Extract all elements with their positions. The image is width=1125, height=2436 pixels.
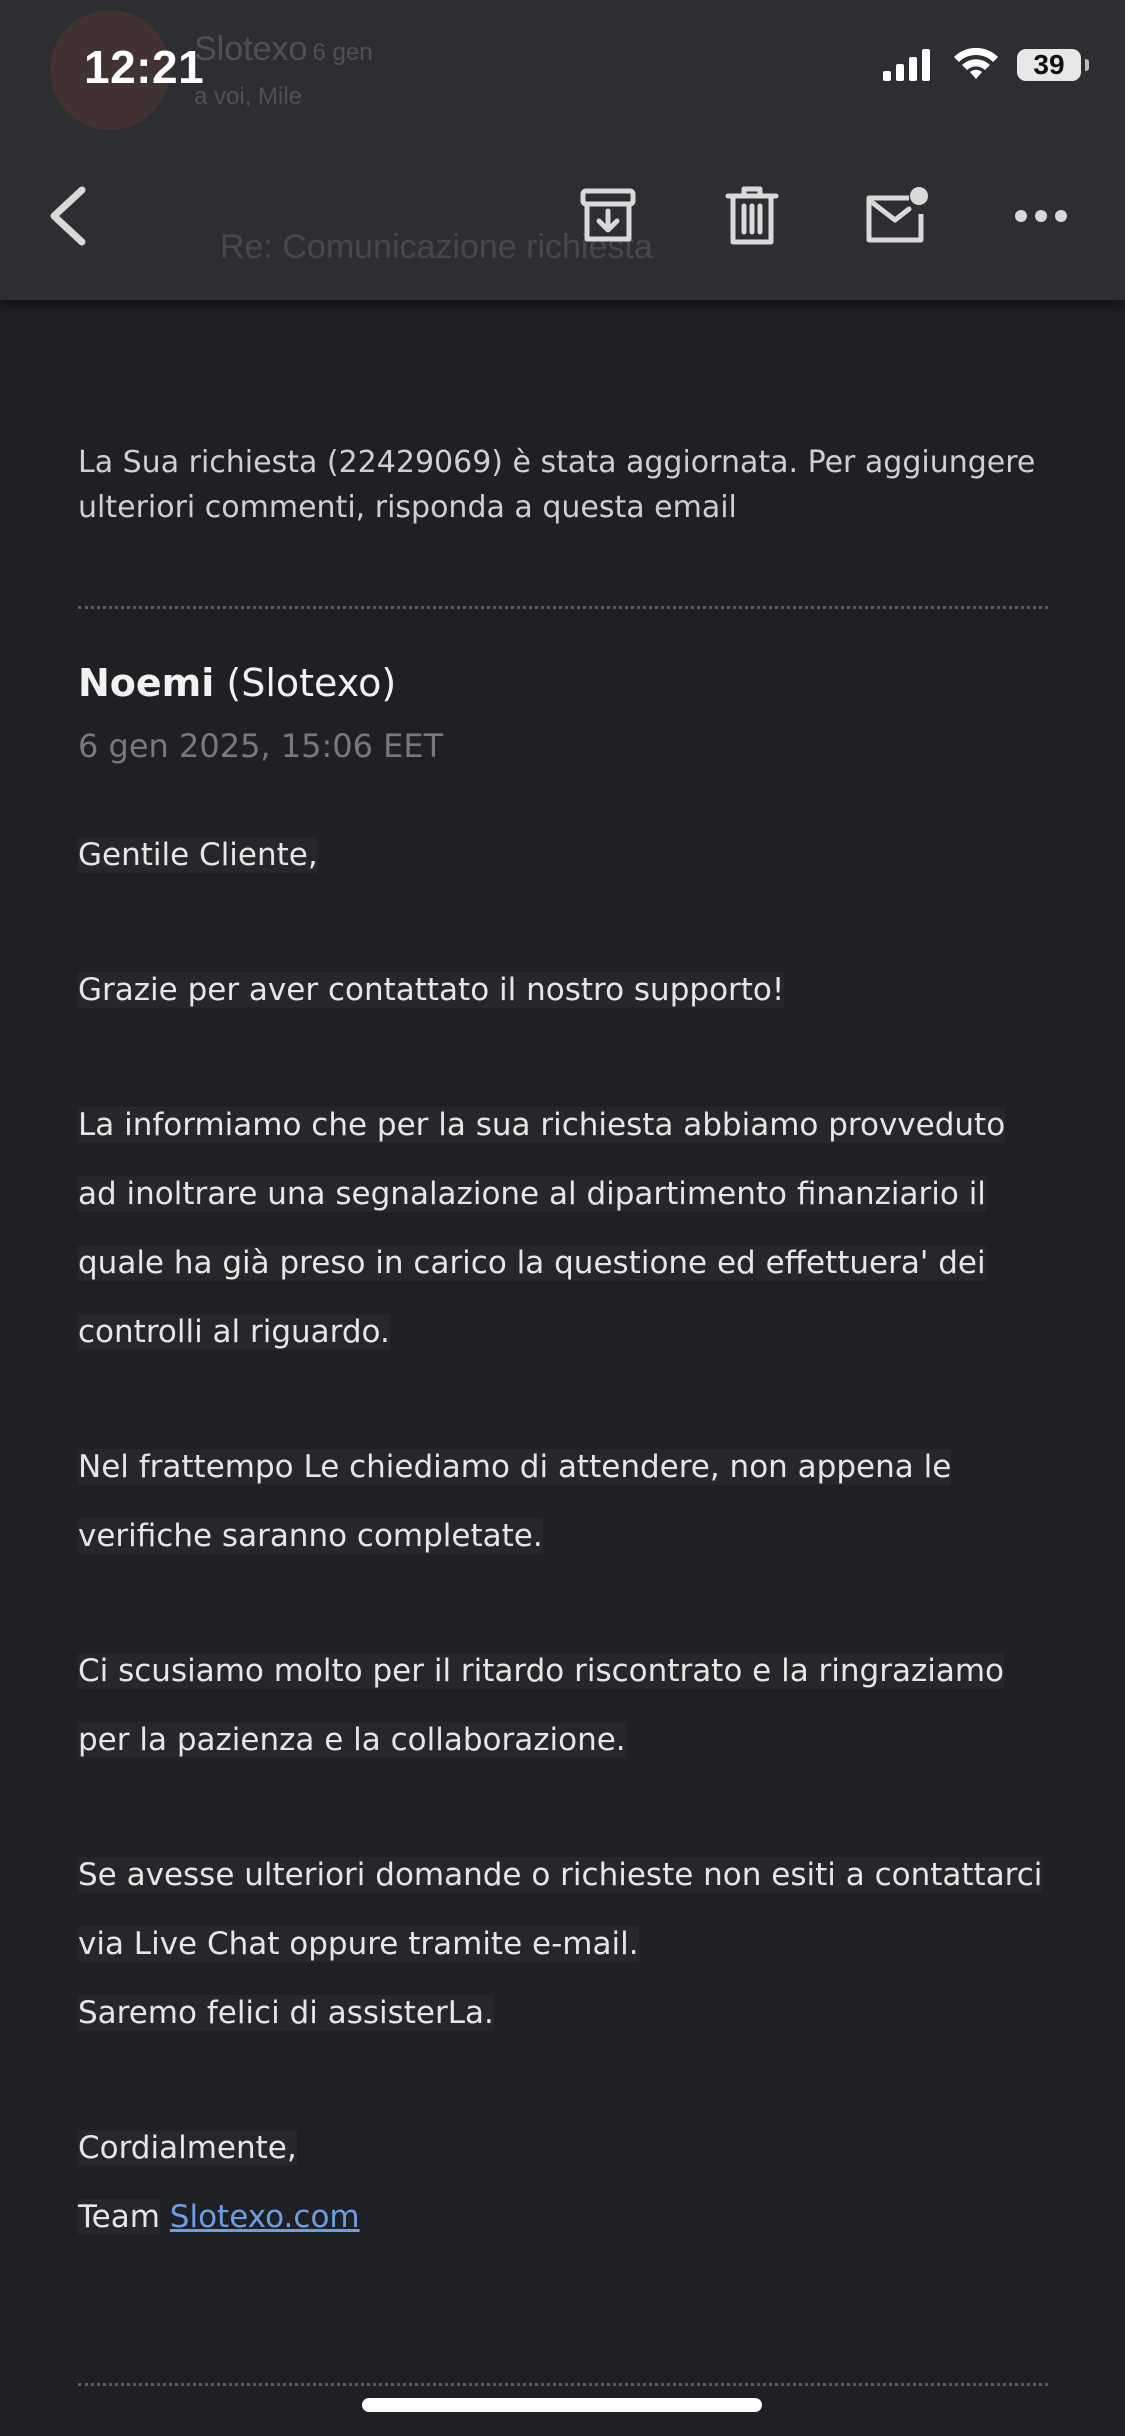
greeting xyxy=(78,821,1048,890)
author-org: (Slotexo) xyxy=(226,661,397,705)
delete-button[interactable] xyxy=(712,180,792,252)
assist-text: Saremo felici di assisterLa. xyxy=(78,1995,494,2031)
greeting-text: Gentile Cliente, xyxy=(78,837,318,873)
cellular-signal-icon xyxy=(883,49,935,81)
background-sender-name: Slotexo xyxy=(194,29,308,68)
message-date: 6 gen 2025, 15:06 EET xyxy=(78,727,444,765)
closing-text: Cordialmente, xyxy=(78,2130,297,2166)
email-content xyxy=(78,300,1048,2318)
apology-text: Ci scusiamo molto per il ritardo riscontrato e la ringraziamo per la pazienza e la collaborazione. xyxy=(78,1653,1005,1758)
apology-paragraph xyxy=(78,1637,1048,1775)
home-indicator[interactable] xyxy=(362,2398,762,2412)
status-time: 12:21 xyxy=(84,41,205,93)
archive-button[interactable] xyxy=(568,180,648,252)
mark-unread-button[interactable] xyxy=(856,180,936,252)
signature xyxy=(78,2114,1048,2252)
background-sender-meta: 6 gen xyxy=(312,38,373,66)
archive-icon xyxy=(578,186,638,246)
top-navigation-bar xyxy=(0,0,1125,300)
trash-icon xyxy=(724,185,780,247)
battery-indicator: 39 xyxy=(1017,49,1081,81)
mark-unread-icon xyxy=(863,186,929,246)
author-line xyxy=(78,661,1048,705)
message-body xyxy=(78,821,1048,2252)
contact-paragraph xyxy=(78,1841,1048,2048)
wifi-icon xyxy=(953,48,999,82)
chevron-left-icon xyxy=(46,184,90,248)
status-icons xyxy=(883,48,1081,82)
more-horizontal-icon xyxy=(1013,208,1069,224)
section-divider xyxy=(78,606,1048,609)
more-button[interactable] xyxy=(1001,180,1081,252)
team-website-link[interactable]: Slotexo.com xyxy=(169,2199,360,2235)
background-recipient-line: a voi, Mile xyxy=(194,82,303,110)
background-subject: Re: Comunicazione richiesta xyxy=(220,228,653,266)
info-text: La informiamo che per la sua richiesta abbiamo provveduto ad inoltrare una segnalazione al dipartimento finanziario il quale ha già preso in carico la questione ed effettuera' dei controlli al riguardo. xyxy=(78,1107,1006,1350)
thanks-text: Grazie per aver contattato il nostro supporto! xyxy=(78,972,785,1008)
team-prefix: Team xyxy=(78,2199,160,2235)
info-paragraph xyxy=(78,1091,1048,1367)
back-button[interactable] xyxy=(28,180,108,252)
author-name: Noemi xyxy=(78,661,215,705)
thanks-paragraph xyxy=(78,956,1048,1025)
contact-text: Se avesse ulteriori domande o richieste non esiti a contattarci via Live Chat oppure tramite e-mail. xyxy=(78,1857,1043,1962)
wait-paragraph xyxy=(78,1433,1048,1571)
bottom-divider xyxy=(78,2383,1048,2386)
ticket-update-notice: La Sua richiesta (22429069) è stata aggiornata. Per aggiungere ulteriori commenti, risponda a questa email xyxy=(78,445,1036,525)
wait-text: Nel frattempo Le chiediamo di attendere, non appena le verifiche saranno completate. xyxy=(78,1449,952,1554)
